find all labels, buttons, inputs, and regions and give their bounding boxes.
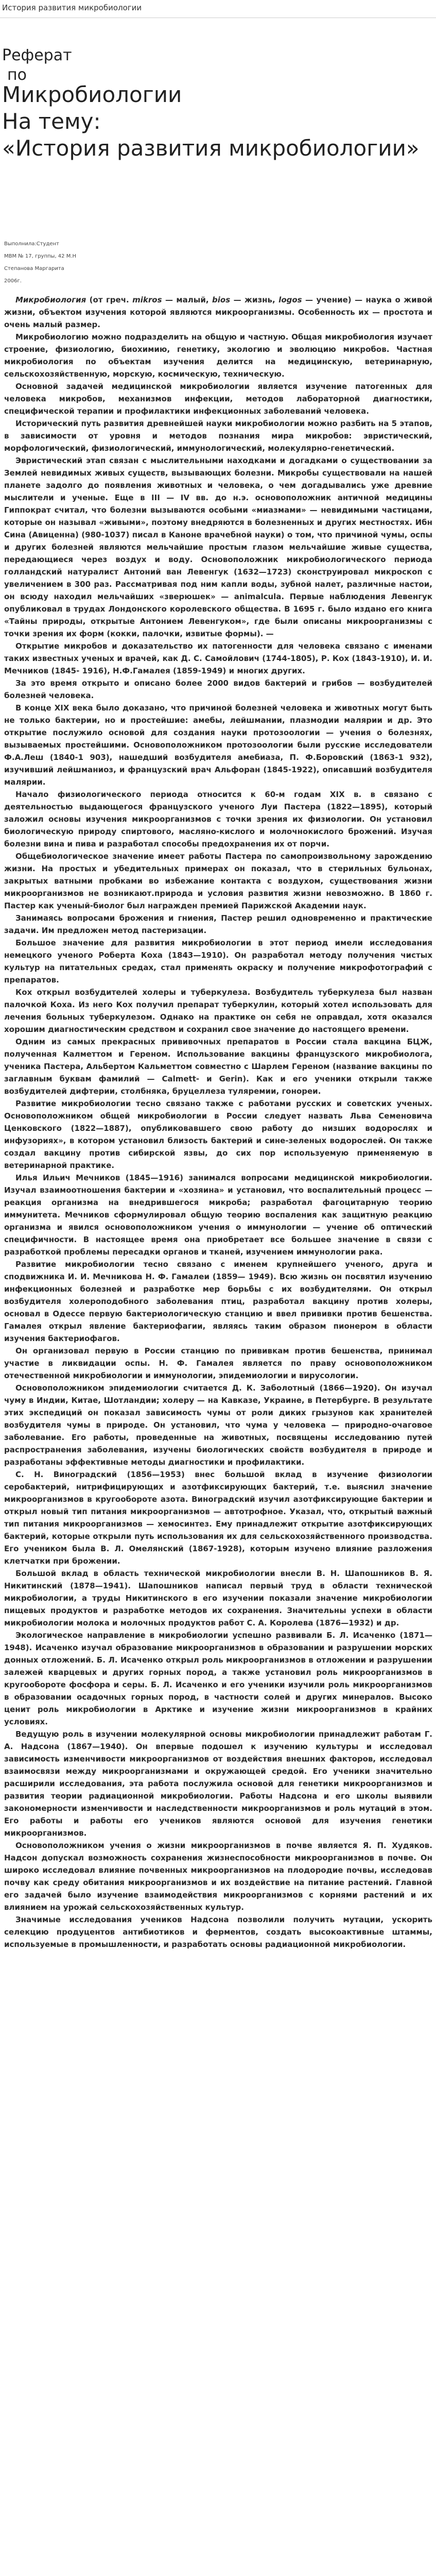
cover-title: [2, 81, 424, 162]
meta-line: МВМ № 17, группы, 42 М.Н: [4, 253, 77, 259]
greek-word: logos: [278, 295, 302, 304]
text-fragment: — малый,: [162, 295, 213, 304]
paragraph: Одним из самых прекрасных прививочных препаратов в России стала вакцина БЦЖ, полученная Калметтом и Гереном. Использование вакцины французского микробиолога, ученика Пастера, Альбертом Кальметтом совместно с Шарлем Гереном (название вакцины по заглавным буквам фамилий — Calmett- и Gerin). Как и его ученики открыли также возбудителей дифтерии, столбняка, бруцеллеза туляремии, гонореи.: [4, 1037, 432, 1096]
paragraph: Развитие микробиологии тесно связано также с работами русских и советских ученых. Основоположником общей микробиологии в России следует назвать Льва Семеновича Ценковского (1822—1887), опубликовавшего свою работу до низших водорослях и инфузориях», в котором установил близость бактерий и сине-зеленых водорослей. Он также создал вакцину против сибирской язвы, до сих пор используемую применяемую в ветеринарной практике.: [4, 1099, 432, 1170]
text-fragment: — жизнь,: [230, 295, 279, 304]
paragraph: Основной задачей медицинской микробиологии является изучение патогенных для человека микробов, механизмов инфекции, методов лабораторной диагностики, специфической терапии и профилактики инфекционных заболеваний человека.: [4, 382, 432, 416]
cover-topic: «История развития микробиологии»: [2, 135, 420, 161]
cover-referat: Реферат: [2, 46, 72, 64]
meta-line: 2006г.: [4, 278, 22, 284]
paragraph: [4, 294, 432, 331]
cover-po: по: [7, 66, 27, 84]
paragraph: В конце XIX века было доказано, что причиной болезней человека и животных могут быть не только бактерии, но и простейшие: амебы, лейшмании, плазмодии малярии и др. Это открытие послужило основой для создания науки протозоологии — учения о болезнях, вызываемых простейшими. Основоположником протозоологии были русские исследователи Ф.А.Леш (1840-1 903), нашедший возбудителя амебиаза, П. Ф.Боровский (1863-1 932), изучивший лейшманиоз, и французский врач Альфоран (1845-1922), описавший возбудителя малярии.: [4, 703, 432, 787]
paragraph: За это время открыто и описано более 2000 видов бактерий и грибов — возбудителей болезней человека.: [4, 679, 432, 700]
paragraph: Кох открыл возбудителей холеры и туберкулеза. Возбудитель туберкулеза был назван палочкой Коха. Из него Кох получил препарат туберкулин, который хотел использовать для лечения больных туберкулезом. Однако на практике он себя не оправдал, хотя оказался хорошим диагностическим средством и сохранил свое значение до настоящего времени.: [4, 988, 432, 1034]
paragraph: Большое значение для развития микробиологии в этот период имели исследования немецкого ученого Роберта Коха (1843—1910). Он разработал методу получения чистых культур на питательных средах, стал применять окраску и получение микрофотографий с препаратов.: [4, 938, 432, 985]
paragraph: Он организовал первую в России станцию по прививкам против бешенства, принимал участие в ликвидации оспы. Н. Ф. Гамалея является по праву основоположником отечественной микробиологии и иммунологии, эпидемиологии и вирусологии.: [4, 1346, 432, 1380]
paragraph: Экологическое направление в микробиологии успешно развивали Б. Л. Исаченко (1871—1948). Исаченко изучал образование микроорганизмов в образовании и разрушении морских донных отложений. Б. Л. Исаченко открыл роль микроорганизмов в отложении и разрушении залежей кварцевых и других горных пород, а также установил роль микроорганизмов в кругообороте фосфора и серы. Б. Л. Исаченко и его ученики изучили роль микроорганизмов в образовании осадочных горных пород, в частности солей и других минералов. Высоко ценит роль микробиологии в Арктике и изучение жизни микроорганизмов в крайних условиях.: [4, 1631, 432, 1726]
meta-line: Степанова Маргарита: [4, 266, 64, 272]
greek-word: mikros: [132, 295, 162, 304]
paragraph: Открытие микробов и доказательство их патогенности для человека связано с именами таких известных ученых и врачей, как Д. С. Самойлович (1744-1805), Р. Кох (1843-1910), И. И. Мечников (1845- 1916), Н.Ф.Гамалея (1859-1949) и многих других.: [4, 641, 432, 675]
paragraph: Основоположником учения о жизни микроорганизмов в почве является Я. П. Худяков. Надсон допускал возможность сохранения жизнеспособности микроорганизмов в почве. Он широко исследовал влияние почвенных микроорганизмов на плодородие почвы, исследовав почву как среду обитания микроорганизмов и их воздействие на питание растений. Главной его задачей было изучение взаимодействия микроорганизмов с корнями растений и их влиянием на урожай сельскохозяйственных культур.: [4, 1841, 432, 1912]
paragraph: Илья Ильич Мечников (1845—1916) занимался вопросами медицинской микробиологии. Изучал взаимоотношения бактерии и «хозяина» и установил, что воспалительный процесс — реакция организма на внедрившегося микроба; разработал фагоцитарную теорию иммунитета. Мечников сформулировал общую теорию воспаления как защитную реакцию организма и явился основоположником учения о иммунологии — учение об оптический специфичности. В настоящее время она приобретает все большее значение в связи с разработкой проблемы пересадки органов и тканей, изучением иммунологии рака.: [4, 1173, 432, 1257]
paragraph: Микробиологию можно подразделить на общую и частную. Общая микробиология изучает строение, физиологию, биохимию, генетику, экологию и эволюцию микробов. Частная микробиология по объектам изучения делится на медицинскую, ветеринарную, сельскохозяйственную, морскую, космическую, техническую.: [4, 332, 432, 379]
meta-line: Выполнила:Студент: [4, 241, 59, 247]
text-fragment: — учение) — наука о живой жизни, объектом изучения которой являются микроорганизмы. Особенность их — простота и очень малый размер.: [4, 295, 433, 329]
paragraph: С. Н. Виноградский (1856—1953) внес большой вклад в изучение физиологии серобактерий, нитрифицирующих и азотфиксирующих бактерий, т.е. выяснил значение микроорганизмов в кругообороте азота. Виноградский изучил азотфиксирующие бактерии и открыл новый тип питания микроорганизмов — автотрофное. Указал, что, открытый важный тип питания микроорганизмов — хемосинтез. Ему принадлежит открытие азотфиксирующих бактерий, которые открыли путь использования их для сельскохозяйственного производства. Его учеником была В. Л. Омелянский (1867-1928), которым изучено влияние разложения клетчатки при брожении.: [4, 1470, 432, 1566]
author-meta: [4, 238, 431, 287]
site-title: История развития микробиологии: [2, 3, 142, 12]
paragraph: Развитие микробиологии тесно связано с именем крупнейшего ученого, друга и сподвижника И. И. Мечникова Н. Ф. Гамалеи (1859— 1949). Всю жизнь он посвятил изучению инфекционных болезней и разработке мер борьбы с их возбудителями. Он открыл возбудителя холероподобного заболевания птиц, разработал вакцину против холеры, основал в Одессе первую бактериологическую станцию и ввел прививки против бешенства. Гамалея открыл явление бактериофагии, являясь таким образом пионером в области изучения бактериофагов.: [4, 1260, 432, 1343]
essay-body: [4, 294, 432, 1951]
paragraph: Общебиологическое значение имеет работы Пастера по самопроизвольному зарождению жизни. На простых и убедительных примерах он показал, что в стерильных бульонах, закрытых ватными пробками во избежание контакта с воздухом, существования жизни микроорганизмов не возникают.природа и условия развития жизни невозможно. В 1860 г. Пастер как ученый-биолог был награжден премией Парижской Академии наук.: [4, 852, 432, 910]
paragraph: Занимаясь вопросами брожения и гниения, Пастер решил одновременно и практические задачи. Им предложен метод пастеризации.: [4, 913, 432, 935]
text-fragment: (от греч.: [86, 295, 133, 304]
greek-word: bios: [212, 295, 231, 304]
paragraph: Начало физиологического периода относится к 60-м годам XIX в. в связано с деятельностью выдающегося французского ученого Луи Пастера (1822—1895), который заложил основы изучения микроорганизмов с точки зрения их физиологии. Он установил биологическую природу спиртового, масляно-кислого и молочнокислого брожений. Изучая болезни вина и пива и разработал способы предохранения их от порчи.: [4, 790, 432, 849]
paragraph: Значимые исследования учеников Надсона позволили получить мутации, ускорить селекцию продуцентов антибиотиков и ферментов, создать высокоактивные штаммы, используемые в промышленности, и разработать основы радиационной микробиологии.: [4, 1915, 432, 1949]
paragraph: Большой вклад в область технической микробиологии внесли В. Н. Шапошников В. Я. Никитинский (1878—1941). Шапошников написал первый труд в области технической микробиологии, а труды Никитинского в его изучении показали значение микробиологии пищевых продуктов и разработке методов их сохранения. Значительны успехи в области микробиологии молока и молочных продуктов работ С. А. Королева (1876—1932) и др.: [4, 1569, 432, 1628]
cover-topic-prefix: На тему:: [2, 109, 101, 134]
paragraph: Ведущую роль в изучении молекулярной основы микробиологии принадлежит работам Г. А. Надсона (1867—1940). Он впервые подошел к изучению культуры и исследовал зависимость изменчивости микроорганизмов от воздействия внешних факторов, исследовал взаимосвязи между микроорганизмами и окружающей средой. Его ученики значительно расширили исследования, эта работа послужила основой для генетики микроорганизмов и развития теории радиационной микробиологии. Работы Надсона и его школы выявили закономерности изменчивости и наследственности микроорганизмов и роль мутаций в этом. Его работы и работы его учеников являются основой для изучения генетики микроорганизмов.: [4, 1730, 432, 1838]
paragraph: Основоположником эпидемиологии считается Д. К. Заболотный (1866—1920). Он изучал чуму в Индии, Китае, Шотландии; холеру — на Кавказе, Украине, в Петербурге. В результате этих экспедиций он показал зависимость чумы от роли диких грызунов как хранителей возбудителя чумы в природе. Он установил, что чума у человека — природно-очаговое заболевание. Его работы, проведенные на животных, посвящены исследованию путей распространения заболевания, изучены биологических свойств возбудителя в природе и разработаны эффективные методы диагностики и профилактики.: [4, 1383, 432, 1467]
paragraph: Эвристический этап связан с мыслительными находками и догадками о существовании за Землей невидимых живых существ, вызывающих болезни. Микробы существовали на нашей планете задолго до появления животных и человека, о чем догадывались уже древние мыслители и ученые. Еще в III — IV вв. до н.э. основоположник античной медицины Гиппократ считал, что болезни вызываются особыми «миазмами» — невидимыми частицами, которые он называл «живыми», поэтому внедряются в болезненных и других местностях. Ибн Сина (Авиценна) (980-1037) писал в Каноне врачебной науки) о том, что причиной чумы, оспы и других болезней являются мельчайшие простым глазом мельчайшие живые существа, передающиеся через воздух и воду. Основоположник микробиологического периода голландский натуралист Антоний ван Левенгук (1632—1723) сконструировал микроскоп с увеличением в 300 раз. Рассматривая под ним капли воды, зубной налет, различные настои, он всюду находил мельчайших «зверюшек» — animalcula. Первые наблюдения Левенгук опубликовал в трудах Лондонского королевского общества. В 1695 г. было издано его книга «Тайны природы, открытые Антонием Левенгуком», где были описаны микроорганизмы с точки зрения их форм (кокки, палочки, извитые формы). —: [4, 456, 432, 638]
cover-subject: Микробиологии: [2, 82, 182, 107]
term-microbiology: Микробиология: [15, 295, 86, 304]
paragraph: Исторический путь развития древнейшей науки микробиологии можно разбить на 5 этапов, в зависимости от уровня и методов познания мира микробов: эвристический, морфологический, физиологический, иммунологический, молекулярно-генетический.: [4, 419, 432, 453]
